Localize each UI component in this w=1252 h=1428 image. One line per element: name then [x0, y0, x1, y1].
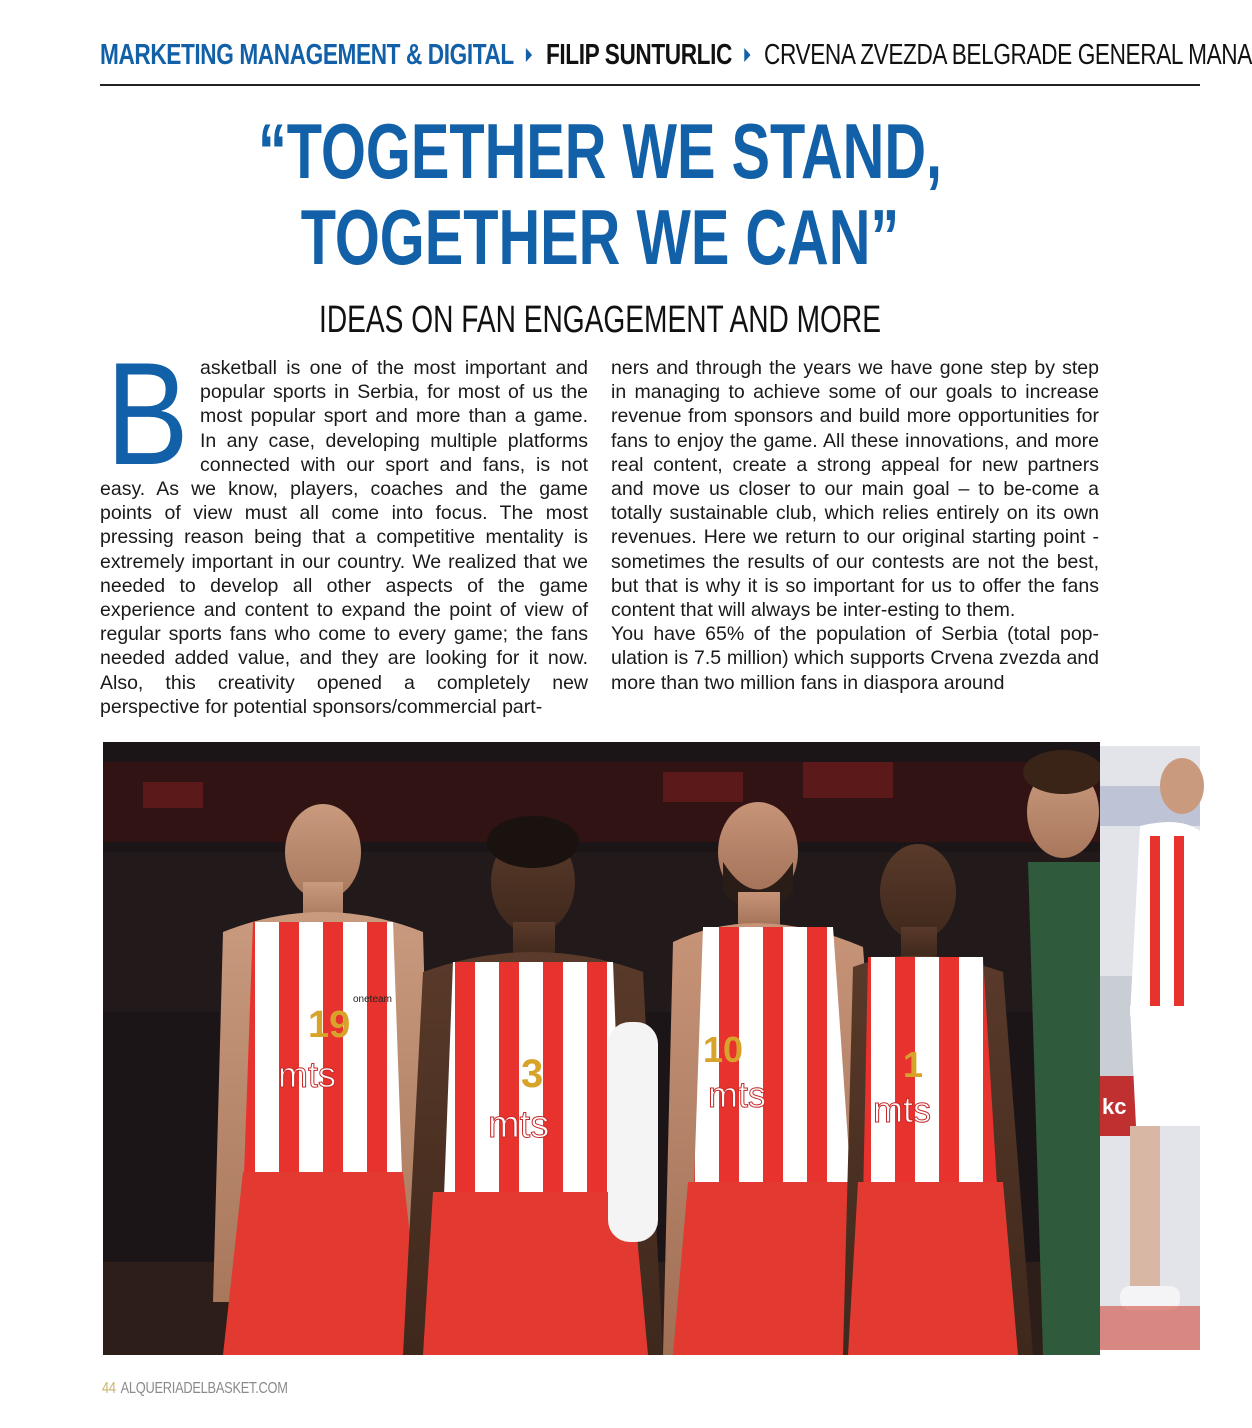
article-title-line1: “TOGETHER WE STAND,	[257, 107, 943, 195]
body-column-left	[100, 332, 588, 724]
jersey-number: 10	[703, 1029, 744, 1070]
jersey-number: 3	[521, 1052, 544, 1096]
breadcrumb-section: MARKETING MANAGEMENT & DIGITAL	[100, 38, 514, 71]
breadcrumb-author: FILIP SUNTURLIC	[545, 38, 732, 71]
player-photo-illustration	[1100, 746, 1200, 1350]
body-column-right	[611, 356, 1099, 724]
page-footer	[102, 1380, 288, 1398]
jersey-partner: oneteam	[353, 994, 392, 1005]
drop-cap: B	[106, 332, 189, 495]
breadcrumb-arrow-icon	[744, 48, 750, 62]
article-title	[156, 108, 1044, 280]
player-photo-secondary	[1100, 746, 1200, 1350]
team-photo-illustration	[103, 742, 1100, 1355]
body-paragraph: asketball is one of the most important and popular sports in Serbia, for most of us the most popular sport and more than a game. In any case, developing multiple platforms connected with our sport and fans, is not easy. As we know, players, coaches and the game points of view must all come into focus. The most pressing reason being that a competitive mentality is extremely important in our country. We realized that we needed to develop all other aspects of the game experience and content to expand the point of view of regular sports fans who come to every game; the fans needed added value, and they are looking for it now. Also, this creativity opened a completely new perspective for potential sponsors/commercial part-	[100, 357, 588, 718]
team-photo	[103, 742, 1100, 1355]
jersey-sponsor: mts	[873, 1089, 931, 1130]
breadcrumb-arrow-icon	[526, 48, 532, 62]
jersey-number: 1	[903, 1044, 924, 1085]
breadcrumb-role: CRVENA ZVEZDA BELGRADE GENERAL MANA	[764, 38, 1252, 71]
jersey-sponsor: mts	[708, 1074, 766, 1115]
body-paragraph: ners and through the years we have gone step by step in managing to achieve some of our goals to increase revenue from sponsors and build more opportunities for fans to enjoy the game. All these innovations, and more real content, create a strong appeal for new partners and move us closer to our main goal – to be-come a totally sustainable club, which relies entirely on its own revenues. Here we return to our original starting point - sometimes the results of our contests are not the best, but that is why it is so important for us to offer the fans content that will always be inter-esting to them.	[611, 357, 1099, 622]
breadcrumb	[100, 38, 1252, 82]
body-paragraph: You have 65% of the population of Serbia (total pop-ulation is 7.5 million) which supports Crvena zvezda and more than two million fans in diaspora around	[611, 623, 1099, 694]
jersey-sponsor: mts	[488, 1104, 550, 1146]
photo-side-text: kc	[1102, 1094, 1127, 1119]
jersey-number: 19	[308, 1004, 351, 1046]
page-number: 44	[102, 1380, 116, 1397]
article-subtitle: IDEAS ON FAN ENGAGEMENT AND MORE	[319, 299, 881, 341]
article-title-line2: TOGETHER WE CAN”	[300, 193, 900, 281]
jersey-sponsor: mts	[278, 1054, 336, 1095]
site-name: ALQUERIADELBASKET.COM	[120, 1380, 288, 1397]
header-divider	[100, 84, 1200, 86]
